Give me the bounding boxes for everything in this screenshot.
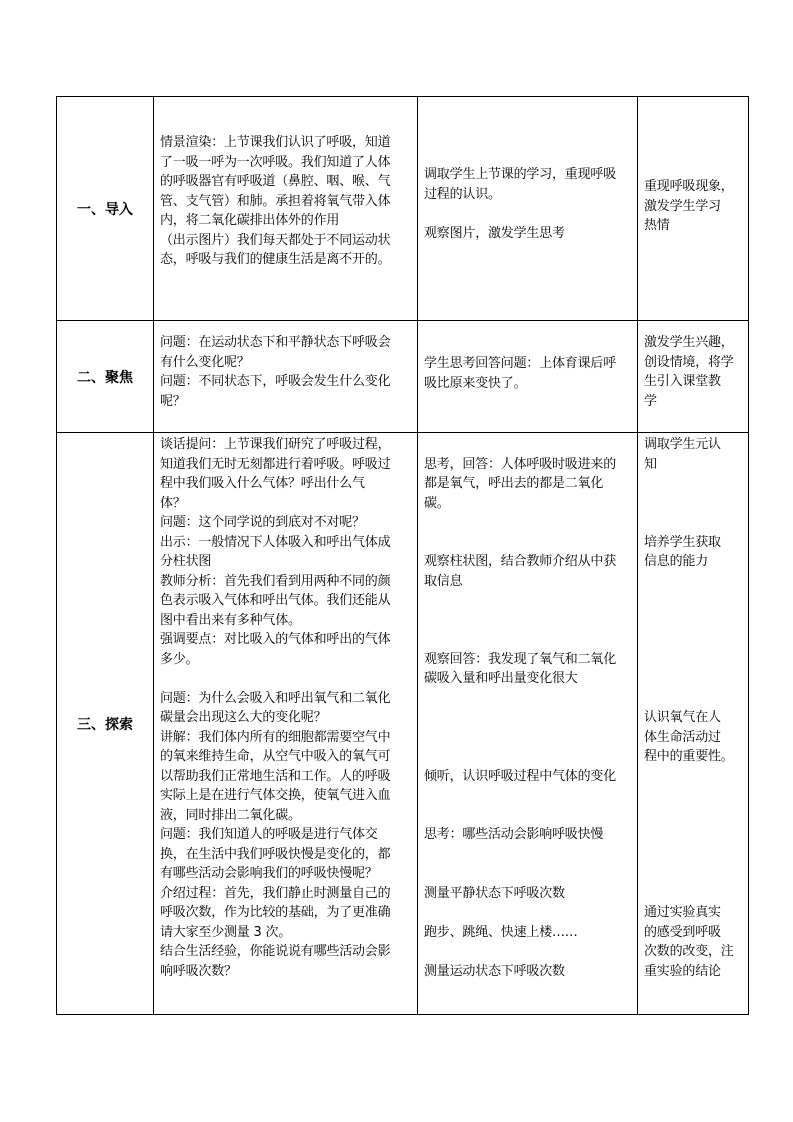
text-line: 碳。 <box>424 495 450 511</box>
blank-line <box>424 728 633 748</box>
text-line: 学生思考回答问题：上体育课后呼 <box>424 356 617 371</box>
blank-line <box>424 204 633 224</box>
text-line: 学 <box>644 393 657 409</box>
blank-line <box>644 806 745 826</box>
blank-line <box>424 708 633 728</box>
text-line: 请大家至少测量 3 次。 <box>160 924 292 940</box>
text-line: 观察回答：我发现了氧气和二氧化 <box>424 651 617 667</box>
text-line: 情景渲染：上节课我们认识了呼吸，知道 <box>160 135 391 150</box>
blank-line <box>644 786 745 806</box>
text-line: 倾听，认识呼吸过程中气体的变化 <box>424 768 617 784</box>
student-activity-text <box>418 97 637 243</box>
blank-line <box>644 845 745 865</box>
blank-line <box>644 591 745 611</box>
text-line: 调取学生元认 <box>644 437 721 452</box>
student-activity-text <box>418 321 637 393</box>
text-line: 谈话提问：上节课我们研究了呼吸过程， <box>160 437 391 452</box>
text-line: 思考，回答：人体呼吸时吸进来的 <box>424 456 617 472</box>
text-line: 调取学生上节课的学习，重现呼吸 <box>424 167 617 182</box>
teacher-activity-text <box>154 97 417 270</box>
text-line: 观察图片，激发学生思考 <box>424 225 565 241</box>
blank-line <box>644 630 745 650</box>
teacher-activity-text <box>154 433 417 981</box>
student-activity-text <box>418 433 637 981</box>
stage-label: 三、探索 <box>57 433 154 1015</box>
text-line: 都是氧气，呼出去的都是二氧化 <box>424 476 604 491</box>
text-line: 呢？ <box>160 393 186 409</box>
text-line: 热情 <box>644 218 670 233</box>
text-line: 思考：哪些活动会影响呼吸快慢 <box>424 827 604 842</box>
text-line: 液，同时排出二氧化碳。 <box>160 807 301 823</box>
blank-line <box>644 825 745 845</box>
text-line: 测量运动状态下呼吸次数 <box>424 963 565 979</box>
text-line: 培养学生获取 <box>644 534 721 550</box>
text-line: 的氧来维持生命，从空气中吸入的氧气可 <box>160 749 391 764</box>
text-line: 以帮助我们正常地生活和工作。人的呼吸 <box>160 768 391 784</box>
text-line: 程中的重要性。 <box>644 749 734 764</box>
text-line: 换，在生活中我们呼吸快慢是变化的，都 <box>160 846 391 862</box>
text-line: 问题：这个同学说的到底对不对呢？ <box>160 515 365 530</box>
blank-line <box>424 435 633 455</box>
blank-line <box>424 611 633 631</box>
text-line: 响呼吸次数？ <box>160 963 237 979</box>
text-line: 管、支气管）和肺。承担着将氧气带入体 <box>160 193 391 209</box>
text-line: 观察柱状图，结合教师介绍从中获 <box>424 554 617 569</box>
text-line: 认识氧气在人 <box>644 710 721 725</box>
text-line: 体？ <box>160 495 186 511</box>
text-line: 生引入课堂教 <box>644 374 721 389</box>
blank-line <box>644 669 745 689</box>
text-line: 吸比原来变快了。 <box>424 375 527 391</box>
blank-line <box>644 611 745 631</box>
text-line: 有什么变化呢？ <box>160 354 250 370</box>
design-purpose-cell <box>638 97 749 321</box>
text-line: 取信息 <box>424 573 463 589</box>
text-line: 问题：我们知道人的呼吸是进行气体交 <box>160 827 378 842</box>
text-line: 教师分析：首先我们看到用两种不同的颜 <box>160 573 391 589</box>
design-purpose-cell <box>638 433 749 1015</box>
text-line: （出示图片）我们每天都处于不同运动状 <box>160 232 391 248</box>
blank-line <box>644 474 745 494</box>
blank-line <box>424 630 633 650</box>
text-line: 问题：在运动状态下和平静状态下呼吸会 <box>160 335 391 350</box>
text-line: 问题：不同状态下，呼吸会发生什么变化 <box>160 374 391 389</box>
blank-line <box>644 494 745 514</box>
student-activity-cell <box>418 97 638 321</box>
blank-line <box>160 669 415 689</box>
text-line: 了一吸一呼为一次呼吸。我们知道了人体 <box>160 154 391 170</box>
design-purpose-text <box>638 97 748 236</box>
text-line: 重实验的结论 <box>644 963 721 979</box>
text-line: 知道我们无时无刻都进行着呼吸。呼吸过 <box>160 456 391 472</box>
text-line: 体生命活动过 <box>644 729 721 745</box>
text-line: 过程的认识。 <box>424 186 501 202</box>
blank-line <box>644 689 745 709</box>
design-purpose-text <box>638 321 748 411</box>
text-line: 激发学生兴趣， <box>644 335 734 350</box>
text-line: 通过实验真实 <box>644 905 721 920</box>
blank-line <box>644 767 745 787</box>
blank-line <box>424 747 633 767</box>
text-line: 结合生活经验，你能说说有哪些活动会影 <box>160 944 391 959</box>
blank-line <box>424 845 633 865</box>
text-line: 知 <box>644 456 657 472</box>
text-line: 实际上是在进行气体交换，使氧气进入血 <box>160 788 391 803</box>
blank-line <box>644 864 745 884</box>
stage-label: 二、聚焦 <box>57 321 154 433</box>
row-introduction <box>57 97 749 321</box>
blank-line <box>424 513 633 533</box>
text-line: 图中看出来有多种气体。 <box>160 612 301 628</box>
text-line: 的呼吸器官有呼吸道（鼻腔、咽、喉、气 <box>160 174 391 189</box>
blank-line <box>424 533 633 553</box>
row-focus <box>57 321 749 433</box>
blank-line <box>424 689 633 709</box>
text-line: 信息的能力 <box>644 554 709 569</box>
student-activity-cell <box>418 433 638 1015</box>
text-line: 呼吸次数，作为比较的基础，为了更准确 <box>160 905 391 920</box>
stage-label: 一、导入 <box>57 97 154 321</box>
blank-line <box>644 884 745 904</box>
text-line: 次数的改变，注 <box>644 944 734 959</box>
lesson-plan-table <box>56 96 749 1015</box>
blank-line <box>644 572 745 592</box>
row-exploration <box>57 433 749 1015</box>
text-line: 出示：一般情况下人体吸入和呼出气体成 <box>160 534 391 550</box>
text-line: 程中我们吸入什么气体？呼出什么气 <box>160 476 365 491</box>
text-line: 强调要点：对比吸入的气体和呼出的气体 <box>160 632 391 647</box>
design-purpose-text <box>638 433 748 981</box>
text-line: 态，呼吸与我们的健康生活是离不开的。 <box>160 252 391 267</box>
text-line: 测量平静状态下呼吸次数 <box>424 885 565 901</box>
student-activity-cell <box>418 321 638 433</box>
teacher-activity-cell <box>154 321 418 433</box>
blank-line <box>424 942 633 962</box>
text-line: 介绍过程：首先，我们静止时测量自己的 <box>160 885 391 901</box>
text-line: 问题：为什么会吸入和呼出氧气和二氧化 <box>160 690 391 706</box>
text-line: 创设情境，将学 <box>644 354 734 370</box>
text-line: 分柱状图 <box>160 554 212 569</box>
text-line: 跑步、跳绳、快速上楼…… <box>424 924 578 940</box>
blank-line <box>644 513 745 533</box>
text-line: 有哪些活动会影响我们的呼吸快慢呢？ <box>160 866 378 881</box>
blank-line <box>424 591 633 611</box>
text-line: 的感受到呼吸 <box>644 924 721 940</box>
text-line: 讲解：我们体内所有的细胞都需要空气中 <box>160 729 391 745</box>
design-purpose-cell <box>638 321 749 433</box>
teacher-activity-text <box>154 321 417 411</box>
blank-line <box>424 903 633 923</box>
teacher-activity-cell <box>154 433 418 1015</box>
text-line: 内，将二氧化碳排出体外的作用 <box>160 213 340 228</box>
text-line: 重现呼吸现象， <box>644 179 734 194</box>
blank-line <box>644 650 745 670</box>
text-line: 碳量会出现这么大的变化呢？ <box>160 710 327 725</box>
blank-line <box>424 864 633 884</box>
blank-line <box>424 806 633 826</box>
text-line: 碳吸入量和呼出量变化很大 <box>424 671 578 686</box>
text-line: 色表示吸入气体和呼出气体。我们还能从 <box>160 593 391 608</box>
text-line: 激发学生学习 <box>644 198 721 214</box>
text-line: 多少。 <box>160 651 199 667</box>
blank-line <box>424 786 633 806</box>
teacher-activity-cell <box>154 97 418 321</box>
